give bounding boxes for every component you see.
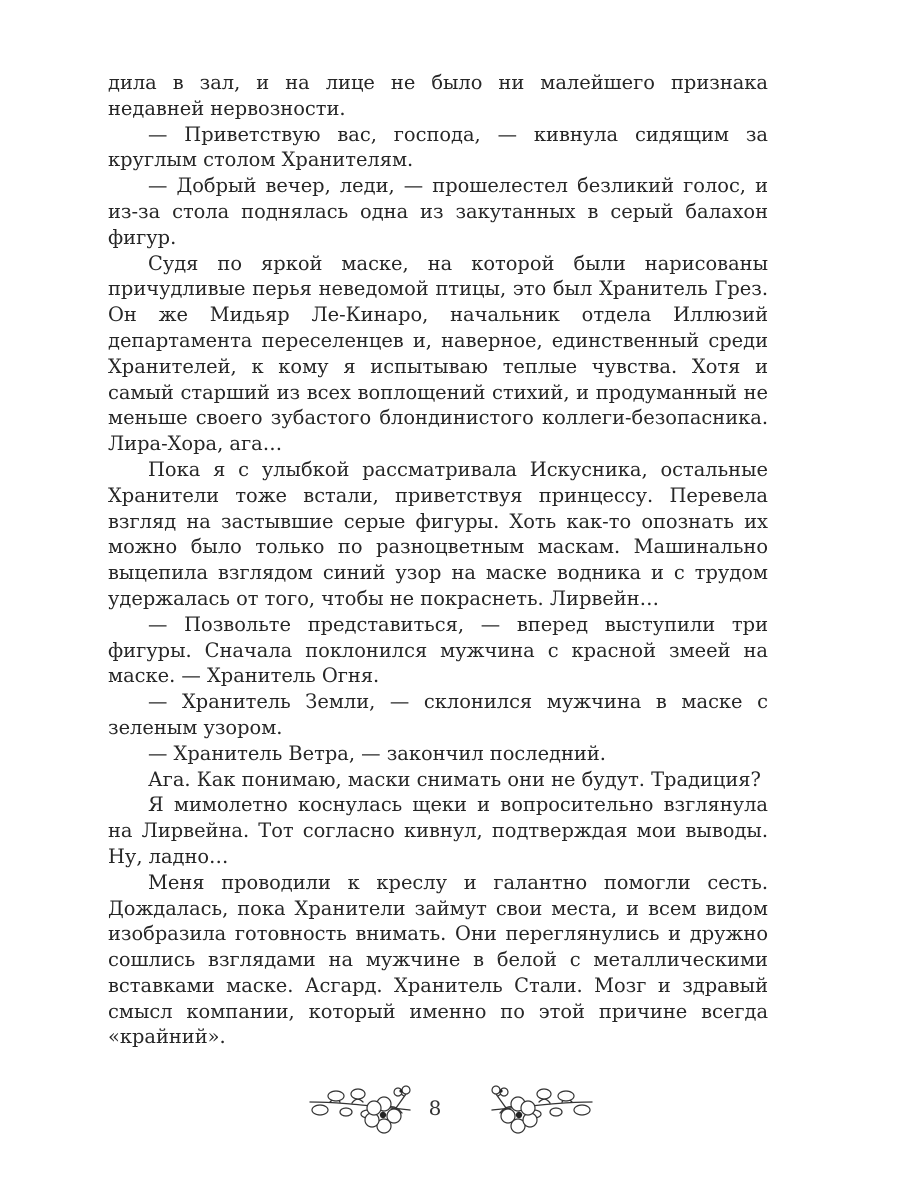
paragraph: Ага. Как понимаю, маски снимать они не будут. Традиция? [148, 767, 761, 791]
page-body-text [108, 70, 768, 1050]
paragraph: — Приветствую вас, господа, — кивнула сидящим за круглым столом Хранителям. [108, 122, 768, 172]
paragraph: — Хранитель Земли, — склонился мужчина в маске с зеленым узором. [108, 690, 768, 739]
paragraph: — Добрый вечер, леди, — прошелестел безликий голос, и из-за стола поднялась одна из закутанных в серый балахон фигур. [108, 174, 768, 249]
flower-branch-icon [462, 1080, 602, 1142]
paragraph: — Хранитель Ветра, — закончил последний. [148, 741, 606, 765]
page-number: 8 [428, 1096, 442, 1120]
paragraph: дила в зал, и на лице не было ни малейшего признака недавней нервозности. [108, 71, 768, 120]
flower-branch-icon [300, 1080, 440, 1142]
paragraph: Пока я с улыбкой рассматривала Искусника, остальные Хранители тоже встали, приветствуя принцессу. Перевела взгляд на застывшие серые фигуры. Хоть как-то опознать их можно было только по разноцветным маскам. Машинально выцепила взглядом синий узор на маске водника и с трудом удержалась от того, чтобы не покраснеть. Лирвейн… [108, 457, 768, 610]
paragraph: — Позвольте представиться, — вперед выступили три фигуры. Сначала поклонился мужчина с красной змеей на маске. — Хранитель Огня. [108, 612, 768, 688]
page-footer [0, 1080, 900, 1150]
paragraph: Меня проводили к креслу и галантно помогли сесть. Дождалась, пока Хранители займут свои места, и всем видом изобразила готовность внимать. Они переглянулись и дружно сошлись взглядами на мужчине в белой с металлическими вставками маске. Асгард. Хранитель Стали. Мозг и здравый смысл компании, который именно по этой причине всегда «крайний». [108, 870, 768, 1049]
paragraph: Я мимолетно коснулась щеки и вопросительно взглянула на Лирвейна. Тот согласно кивнул, подтверждая мои выводы. Ну, ладно… [108, 793, 768, 868]
paragraph: Судя по яркой маске, на которой были нарисованы причудливые перья неведомой птицы, это был Хранитель Грез. Он же Мидьяр Ле-Кинаро, начальник отдела Иллюзий департамента переселенцев и, наверное, единственный среди Хранителей, к кому я испытываю теплые чувства. Хотя и самый старший из всех воплощений стихий, и продуманный не меньше своего зубастого блондинистого коллеги-безопасника. Лира-Хора, ага… [108, 251, 768, 456]
